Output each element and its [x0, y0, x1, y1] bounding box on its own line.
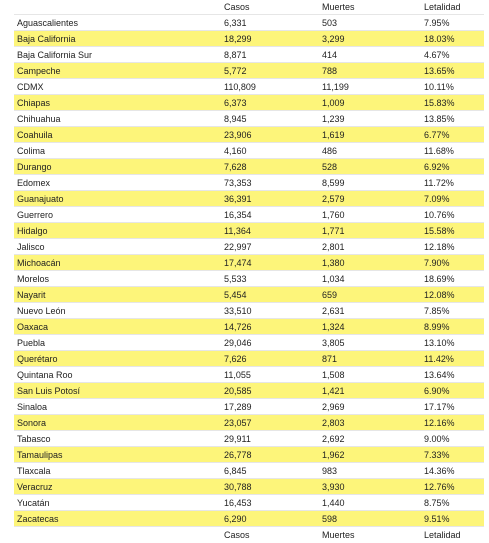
table-row: [14, 415, 484, 431]
cell-casos: 26,778: [221, 447, 319, 463]
cell-muertes: 3,805: [319, 335, 421, 351]
table-row: [14, 335, 484, 351]
table-row: [14, 495, 484, 511]
cell-casos: 7,628: [221, 159, 319, 175]
cell-casos: 36,391: [221, 191, 319, 207]
cell-muertes: 2,579: [319, 191, 421, 207]
cell-muertes: 1,009: [319, 95, 421, 111]
cell-letalidad: 10.11%: [421, 79, 484, 95]
cell-casos: 11,364: [221, 223, 319, 239]
cell-estado: Baja California Sur: [14, 47, 221, 63]
cell-muertes: 1,440: [319, 495, 421, 511]
cell-letalidad: 12.18%: [421, 239, 484, 255]
cell-muertes: 2,631: [319, 303, 421, 319]
cell-muertes: 1,421: [319, 383, 421, 399]
cell-estado: Baja California: [14, 31, 221, 47]
table-row: [14, 271, 484, 287]
cell-muertes: 788: [319, 63, 421, 79]
cell-casos: 29,911: [221, 431, 319, 447]
cell-letalidad: 9.00%: [421, 431, 484, 447]
cell-letalidad: 12.16%: [421, 415, 484, 431]
cell-muertes: 11,199: [319, 79, 421, 95]
cell-estado: Edomex: [14, 175, 221, 191]
cell-estado: Veracruz: [14, 479, 221, 495]
cell-casos: 6,290: [221, 511, 319, 527]
table-row: [14, 239, 484, 255]
cell-estado: Michoacán: [14, 255, 221, 271]
cell-muertes: 1,619: [319, 127, 421, 143]
cell-muertes: 2,969: [319, 399, 421, 415]
table-row: [14, 287, 484, 303]
cell-muertes: 1,239: [319, 111, 421, 127]
cell-letalidad: 11.42%: [421, 351, 484, 367]
cell-letalidad: 12.08%: [421, 287, 484, 303]
cell-letalidad: 10.76%: [421, 207, 484, 223]
cell-casos: 17,474: [221, 255, 319, 271]
cell-estado: Colima: [14, 143, 221, 159]
table-row: [14, 95, 484, 111]
cell-muertes: 3,930: [319, 479, 421, 495]
table-row: [14, 319, 484, 335]
cell-casos: 4,160: [221, 143, 319, 159]
cell-letalidad: 13.85%: [421, 111, 484, 127]
cell-muertes: 2,803: [319, 415, 421, 431]
footer-estado: [14, 527, 221, 543]
cell-letalidad: 8.75%: [421, 495, 484, 511]
cell-muertes: 8,599: [319, 175, 421, 191]
table-header: [14, 0, 484, 15]
cell-estado: Coahuila: [14, 127, 221, 143]
cell-estado: Tamaulipas: [14, 447, 221, 463]
cell-estado: Nuevo León: [14, 303, 221, 319]
cell-letalidad: 18.03%: [421, 31, 484, 47]
cell-estado: Guanajuato: [14, 191, 221, 207]
cell-casos: 17,289: [221, 399, 319, 415]
cell-muertes: 1,324: [319, 319, 421, 335]
cell-casos: 5,533: [221, 271, 319, 287]
cell-muertes: 1,034: [319, 271, 421, 287]
cell-muertes: 1,962: [319, 447, 421, 463]
table-row: [14, 351, 484, 367]
cell-letalidad: 12.76%: [421, 479, 484, 495]
cell-casos: 6,373: [221, 95, 319, 111]
table-row: [14, 479, 484, 495]
cell-muertes: 1,508: [319, 367, 421, 383]
cell-letalidad: 14.36%: [421, 463, 484, 479]
footer-row: [14, 527, 484, 543]
cell-muertes: 503: [319, 15, 421, 31]
cell-casos: 33,510: [221, 303, 319, 319]
cell-estado: CDMX: [14, 79, 221, 95]
cell-letalidad: 13.64%: [421, 367, 484, 383]
table-row: [14, 15, 484, 31]
cell-estado: Chiapas: [14, 95, 221, 111]
cell-casos: 5,454: [221, 287, 319, 303]
cell-casos: 8,871: [221, 47, 319, 63]
table-row: [14, 367, 484, 383]
table-row: [14, 175, 484, 191]
table-row: [14, 255, 484, 271]
cell-muertes: 983: [319, 463, 421, 479]
table-row: [14, 127, 484, 143]
cell-estado: Morelos: [14, 271, 221, 287]
header-casos: Casos: [221, 0, 319, 15]
cell-muertes: 2,801: [319, 239, 421, 255]
header-row: [14, 0, 484, 15]
cell-letalidad: 18.69%: [421, 271, 484, 287]
covid-states-table: [14, 0, 484, 543]
cell-letalidad: 13.10%: [421, 335, 484, 351]
cell-estado: Chihuahua: [14, 111, 221, 127]
cell-muertes: 1,760: [319, 207, 421, 223]
cell-letalidad: 7.33%: [421, 447, 484, 463]
cell-estado: Sinaloa: [14, 399, 221, 415]
cell-casos: 23,906: [221, 127, 319, 143]
footer-muertes: Muertes: [319, 527, 421, 543]
table-row: [14, 143, 484, 159]
cell-estado: Tlaxcala: [14, 463, 221, 479]
cell-muertes: 414: [319, 47, 421, 63]
cell-estado: Hidalgo: [14, 223, 221, 239]
table-row: [14, 447, 484, 463]
table-row: [14, 191, 484, 207]
table-row: [14, 431, 484, 447]
cell-casos: 16,354: [221, 207, 319, 223]
cell-casos: 20,585: [221, 383, 319, 399]
cell-muertes: 871: [319, 351, 421, 367]
cell-casos: 11,055: [221, 367, 319, 383]
cell-letalidad: 8.99%: [421, 319, 484, 335]
table-row: [14, 223, 484, 239]
cell-estado: Nayarit: [14, 287, 221, 303]
cell-casos: 16,453: [221, 495, 319, 511]
cell-muertes: 659: [319, 287, 421, 303]
cell-muertes: 2,692: [319, 431, 421, 447]
cell-casos: 23,057: [221, 415, 319, 431]
cell-estado: Sonora: [14, 415, 221, 431]
cell-letalidad: 9.51%: [421, 511, 484, 527]
cell-letalidad: 13.65%: [421, 63, 484, 79]
cell-casos: 110,809: [221, 79, 319, 95]
table-row: [14, 463, 484, 479]
cell-letalidad: 4.67%: [421, 47, 484, 63]
cell-letalidad: 7.09%: [421, 191, 484, 207]
cell-letalidad: 7.85%: [421, 303, 484, 319]
cell-casos: 8,945: [221, 111, 319, 127]
cell-estado: Oaxaca: [14, 319, 221, 335]
table-row: [14, 383, 484, 399]
cell-casos: 18,299: [221, 31, 319, 47]
cell-muertes: 1,771: [319, 223, 421, 239]
cell-estado: Guerrero: [14, 207, 221, 223]
cell-estado: Jalisco: [14, 239, 221, 255]
cell-letalidad: 11.72%: [421, 175, 484, 191]
footer-letalidad: Letalidad: [421, 527, 484, 543]
cell-letalidad: 6.77%: [421, 127, 484, 143]
cell-letalidad: 7.95%: [421, 15, 484, 31]
table-row: [14, 207, 484, 223]
footer-casos: Casos: [221, 527, 319, 543]
cell-estado: Puebla: [14, 335, 221, 351]
table-row: [14, 159, 484, 175]
cell-estado: Quintana Roo: [14, 367, 221, 383]
cell-letalidad: 17.17%: [421, 399, 484, 415]
cell-muertes: 1,380: [319, 255, 421, 271]
cell-estado: Aguascalientes: [14, 15, 221, 31]
cell-muertes: 486: [319, 143, 421, 159]
cell-estado: Zacatecas: [14, 511, 221, 527]
table-row: [14, 47, 484, 63]
cell-casos: 29,046: [221, 335, 319, 351]
cell-casos: 22,997: [221, 239, 319, 255]
cell-letalidad: 7.90%: [421, 255, 484, 271]
header-estado: [14, 0, 221, 15]
table-body: [14, 15, 484, 527]
cell-estado: Yucatán: [14, 495, 221, 511]
cell-casos: 14,726: [221, 319, 319, 335]
table-row: [14, 31, 484, 47]
cell-casos: 5,772: [221, 63, 319, 79]
cell-casos: 6,331: [221, 15, 319, 31]
table-footer: [14, 527, 484, 543]
header-muertes: Muertes: [319, 0, 421, 15]
cell-estado: Campeche: [14, 63, 221, 79]
cell-casos: 7,626: [221, 351, 319, 367]
table-row: [14, 79, 484, 95]
cell-letalidad: 11.68%: [421, 143, 484, 159]
cell-letalidad: 15.58%: [421, 223, 484, 239]
cell-muertes: 3,299: [319, 31, 421, 47]
cell-casos: 73,353: [221, 175, 319, 191]
cell-casos: 6,845: [221, 463, 319, 479]
header-letalidad: Letalidad: [421, 0, 484, 15]
cell-letalidad: 6.90%: [421, 383, 484, 399]
cell-casos: 30,788: [221, 479, 319, 495]
table-row: [14, 399, 484, 415]
cell-estado: San Luis Potosí: [14, 383, 221, 399]
cell-letalidad: 15.83%: [421, 95, 484, 111]
table-row: [14, 63, 484, 79]
cell-letalidad: 6.92%: [421, 159, 484, 175]
table-row: [14, 511, 484, 527]
cell-estado: Tabasco: [14, 431, 221, 447]
cell-muertes: 528: [319, 159, 421, 175]
table-row: [14, 303, 484, 319]
cell-estado: Querétaro: [14, 351, 221, 367]
cell-estado: Durango: [14, 159, 221, 175]
table-row: [14, 111, 484, 127]
cell-muertes: 598: [319, 511, 421, 527]
